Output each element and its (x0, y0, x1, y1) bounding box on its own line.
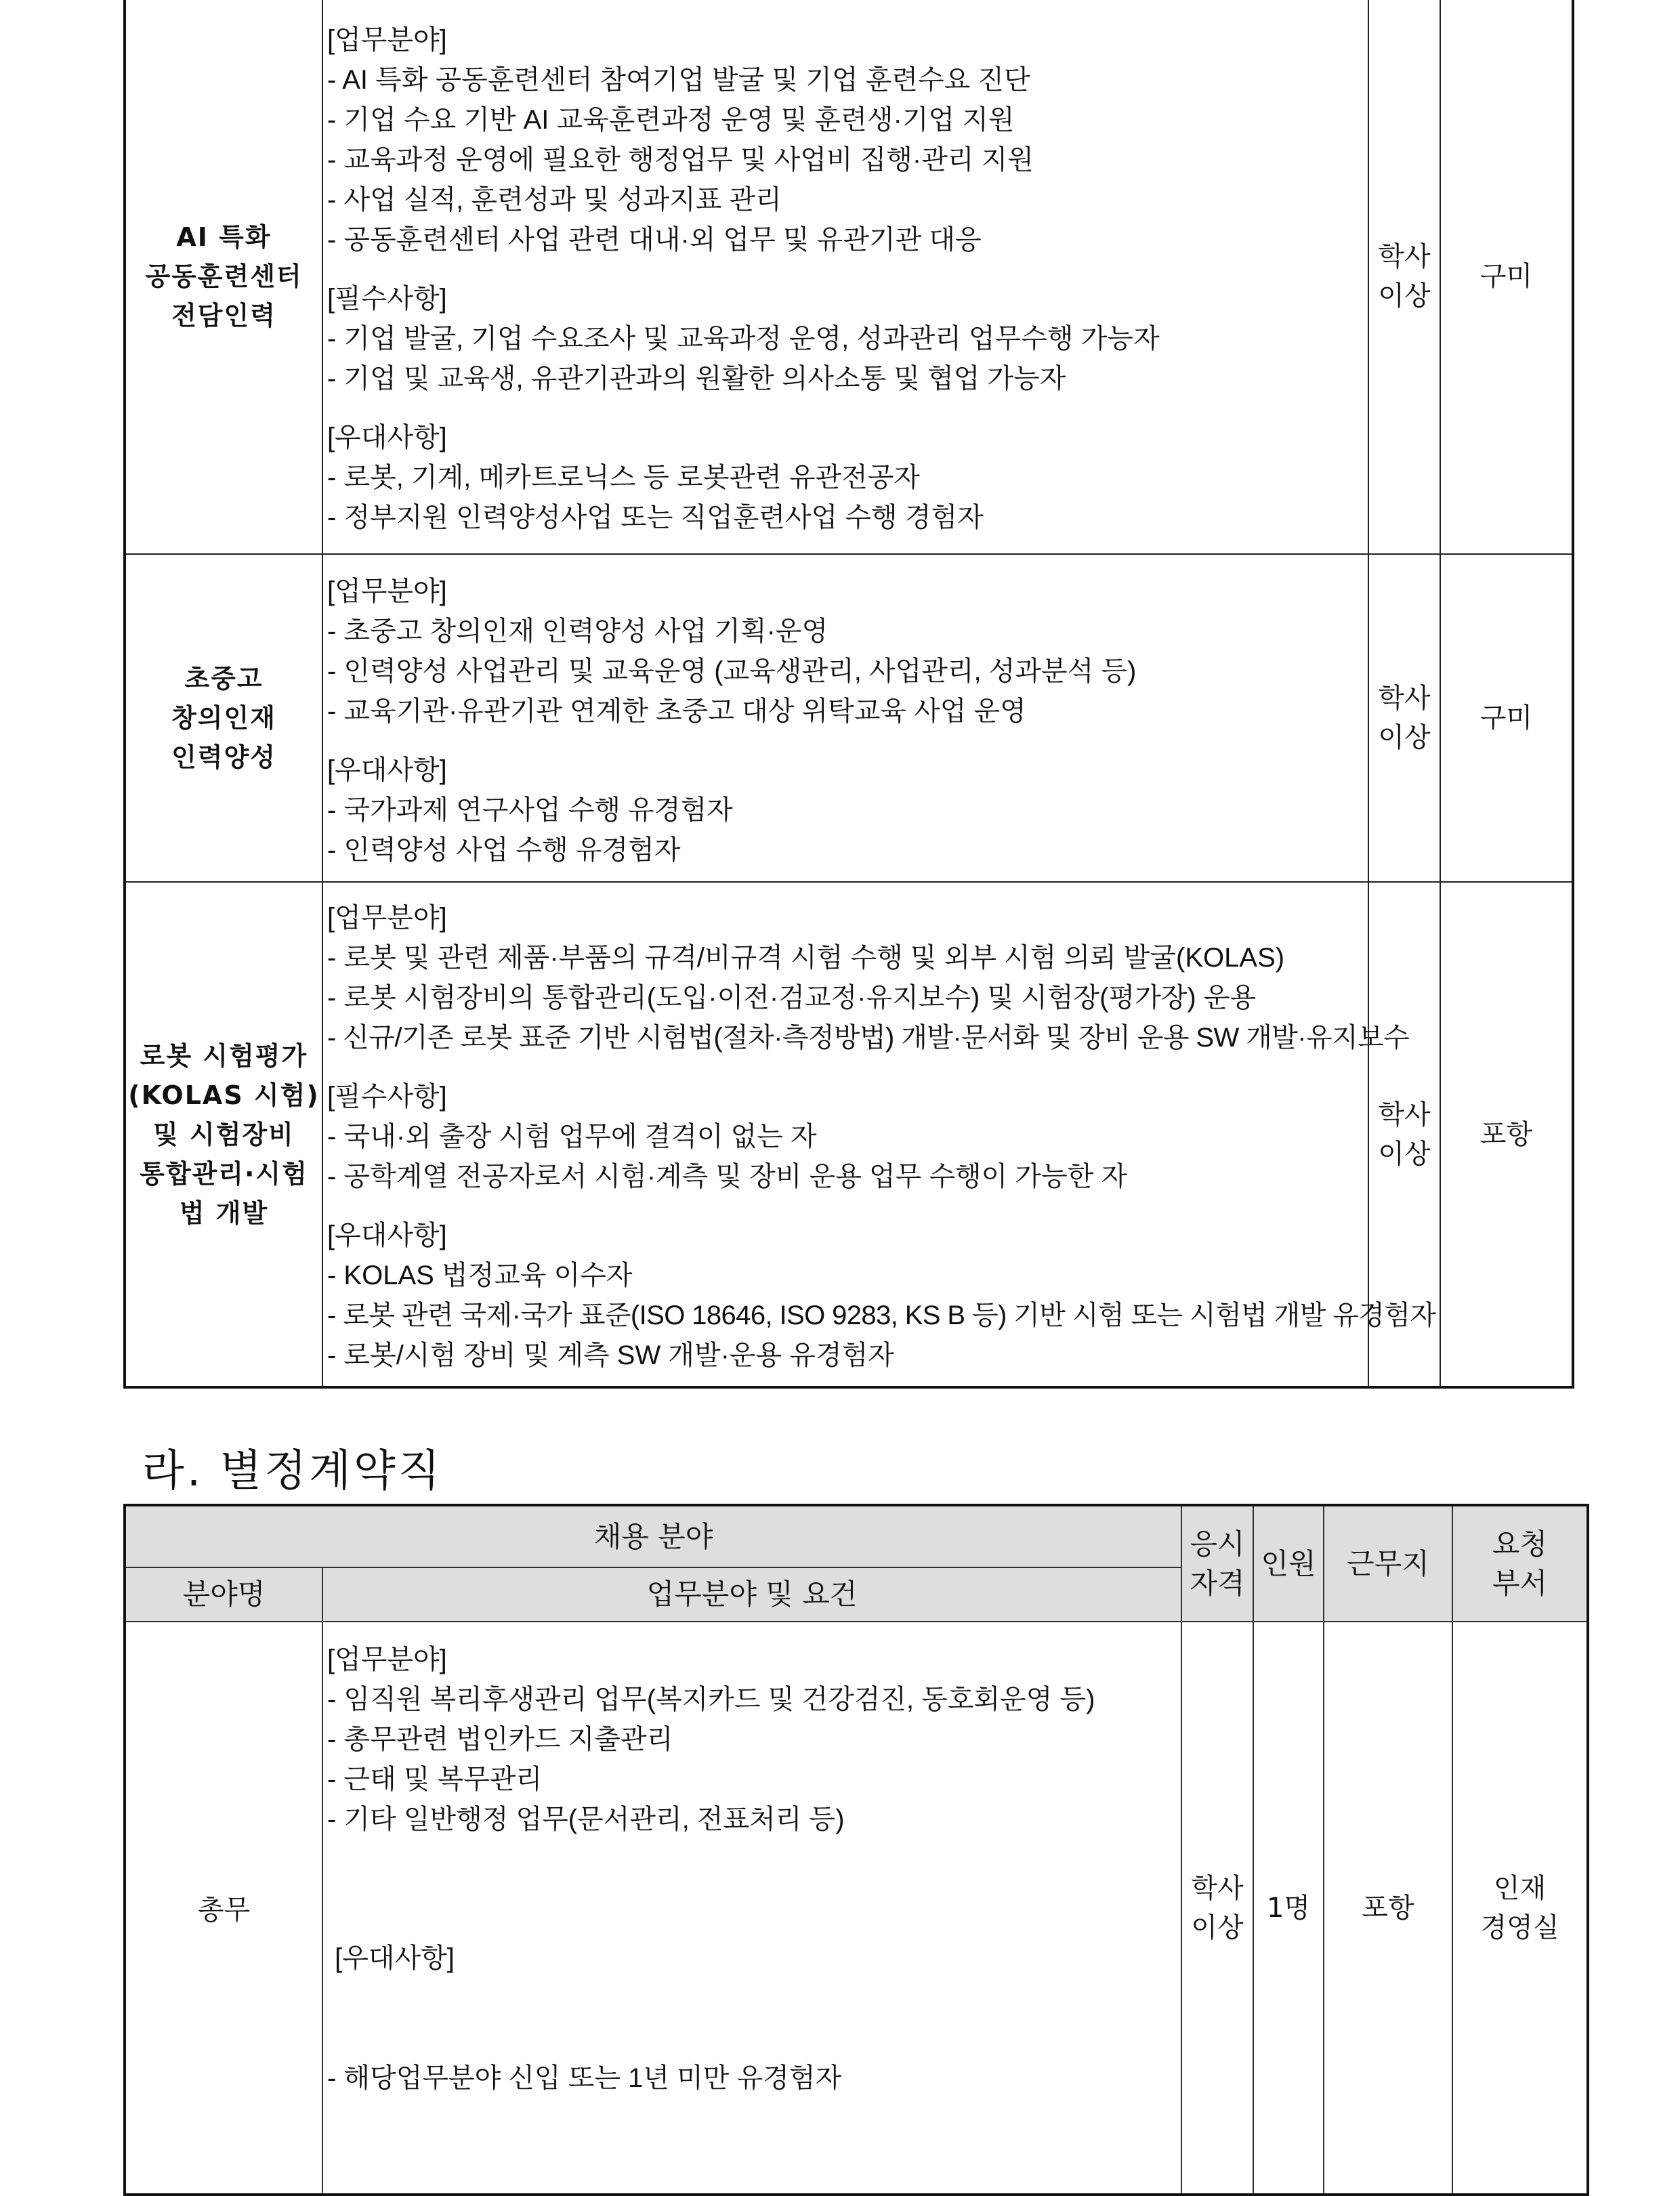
list-item: - 사업 실적, 훈련성과 및 성과지표 관리 (327, 184, 782, 215)
list-item: - 인력양성 사업관리 및 교육운영 (교육생관리, 사업관리, 성과분석 등) (327, 656, 1137, 686)
qualification-cell: 학사 이상 (1368, 882, 1440, 1387)
list-item: - 로봇 시험장비의 통합관리(도입·이전·검교정·유지보수) 및 시험장(평가장) 운용 (327, 983, 1257, 1013)
header-headcount: 인원 (1253, 1505, 1324, 1622)
table-header-row (125, 1505, 1588, 1567)
group-header: [업무분야] (327, 1645, 447, 1674)
list-item: - 정부지원 인력양성사업 또는 직업훈련사업 수행 경험자 (327, 502, 984, 532)
list-item: - 기업 발굴, 기업 수요조사 및 교육과정 운영, 성과관리 업무수행 가능자 (327, 323, 1160, 354)
qualification-cell: 학사 이상 (1368, 554, 1440, 882)
list-item: - 로봇, 기계, 메카트로닉스 등 로봇관련 유관전공자 (327, 462, 921, 492)
list-item: - 교육기관·유관기관 연계한 초중고 대상 위탁교육 사업 운영 (327, 696, 1026, 726)
duties-group (327, 572, 1368, 732)
preferred-group (327, 418, 1368, 538)
list-item: - 초중고 창의인재 인력양성 사업 기획·운영 (327, 616, 828, 646)
location-cell: 구미 (1440, 554, 1573, 882)
list-item: - 근태 및 복무관리 (327, 1765, 543, 1794)
group-header: [우대사항] (327, 422, 447, 452)
field-name-cell: 총무 (125, 1622, 322, 2195)
list-item: - 기타 일반행정 업무(문서관리, 전표처리 등) (327, 1804, 845, 1834)
preferred-group (327, 1216, 1436, 1376)
location-cell: 구미 (1440, 0, 1573, 554)
field-name-cell: AI 특화 공동훈련센터 전담인력 (125, 0, 322, 554)
table-row (125, 554, 1573, 882)
duties-cell (322, 1622, 1181, 2195)
table-row (125, 1622, 1588, 2195)
list-item: - 해당업무분야 신입 또는 1년 미만 유경험자 (327, 2063, 842, 2093)
preferred-group (327, 751, 1368, 870)
list-item: - 기업 수요 기반 AI 교육훈련과정 운영 및 훈련생·기업 지원 (327, 104, 1015, 135)
department-cell: 인재 경영실 (1452, 1622, 1588, 2195)
location-cell: 포항 (1324, 1622, 1452, 2195)
section-title: 라. 별정계약직 (142, 1446, 443, 1496)
position-table-continued (123, 0, 1574, 1389)
group-header: [필수사항] (327, 283, 447, 314)
group-header: [우대사항] (327, 1943, 455, 1973)
list-item: - 임직원 복리후생관리 업무(복지카드 및 건강검진, 동호회운영 등) (327, 1685, 1095, 1714)
duties-group (327, 1640, 1181, 1840)
list-item: - AI 특화 공동훈련센터 참여기업 발굴 및 기업 훈련수요 진단 (327, 64, 1030, 95)
group-header: [필수사항] (327, 1082, 447, 1112)
headcount-cell: 1명 (1253, 1622, 1324, 2195)
list-item: - 공학계열 전공자로서 시험·계측 및 장비 운용 업무 수행이 가능한 자 (327, 1162, 1128, 1191)
list-item: - KOLAS 법정교육 이수자 (327, 1261, 633, 1290)
preferred-group (327, 1859, 1181, 2178)
list-item: - 국내·외 출장 시험 업무에 결격이 없는 자 (327, 1122, 817, 1152)
duties-group (327, 20, 1368, 260)
header-department: 요청 부서 (1452, 1505, 1588, 1622)
list-item: - 국가과제 연구사업 수행 유경험자 (327, 795, 733, 825)
list-item: - 기업 및 교육생, 유관기관과의 원활한 의사소통 및 협업 가능자 (327, 363, 1066, 394)
duties-group (327, 898, 1410, 1058)
qualification-cell: 학사 이상 (1181, 1622, 1253, 2195)
group-header: [우대사항] (327, 1221, 447, 1250)
group-header: [업무분야] (327, 576, 447, 606)
special-contract-table (123, 1504, 1589, 2196)
list-item: - 인력양성 사업 수행 유경험자 (327, 835, 681, 865)
header-field: 채용 분야 (125, 1505, 1181, 1567)
header-duties: 업무분야 및 요건 (322, 1567, 1181, 1622)
header-qualification: 응시 자격 (1181, 1505, 1253, 1622)
list-item: - 교육과정 운영에 필요한 행정업무 및 사업비 집행·관리 지원 (327, 144, 1034, 175)
field-name-cell: 로봇 시험평가 (KOLAS 시험) 및 시험장비 통합관리·시험 법 개발 (125, 882, 322, 1387)
location-cell: 포항 (1440, 882, 1573, 1387)
header-location: 근무지 (1324, 1505, 1452, 1622)
group-header: [업무분야] (327, 903, 447, 933)
requirements-group (327, 279, 1368, 399)
requirements-group (327, 1077, 1368, 1197)
duties-cell (322, 554, 1368, 882)
group-header: [우대사항] (327, 755, 447, 785)
table-row (125, 0, 1573, 554)
qualification-cell: 학사 이상 (1368, 0, 1440, 554)
duties-cell (322, 0, 1368, 554)
list-item: - 로봇 관련 국제·국가 표준(ISO 18646, ISO 9283, KS B 등) 기반 시험 또는 시험법 개발 유경험자 (327, 1301, 1436, 1330)
list-item: - 로봇 및 관련 제품·부품의 규격/비규격 시험 수행 및 외부 시험 의뢰 발굴(KOLAS) (327, 943, 1285, 973)
field-name-cell: 초중고 창의인재 인력양성 (125, 554, 322, 882)
group-header: [업무분야] (327, 24, 447, 55)
table-row (125, 882, 1573, 1387)
list-item: - 공동훈련센터 사업 관련 대내·외 업무 및 유관기관 대응 (327, 224, 982, 255)
list-item: - 신규/기존 로봇 표준 기반 시험법(절차·측정방법) 개발·문서화 및 장비 운용 SW 개발·유지보수 (327, 1023, 1410, 1053)
list-item: - 총무관련 법인카드 지출관리 (327, 1725, 673, 1754)
header-field-name: 분야명 (125, 1567, 322, 1622)
list-item: - 로봇/시험 장비 및 계측 SW 개발·운용 유경험자 (327, 1340, 894, 1370)
